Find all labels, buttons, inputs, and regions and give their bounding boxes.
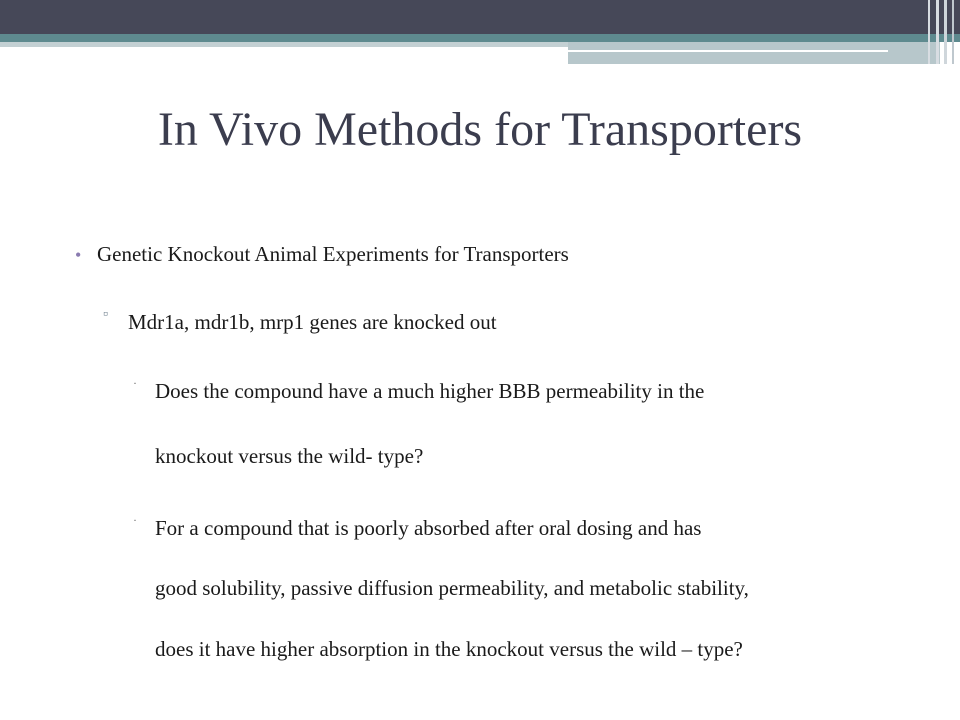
bullet-small-dot-icon: · [133,513,137,527]
bullet-level3-text-line: Does the compound have a much higher BBB permeability in the [155,379,705,403]
bullet-level3-text-line: good solubility, passive diffusion permeability, and metabolic stability, [155,576,749,600]
header-band-dark [0,0,960,34]
header-band-teal [0,34,960,42]
bullet-level1-text: Genetic Knockout Animal Experiments for Transporters [97,242,569,266]
bullet-small-dot-icon: · [133,376,137,390]
bullet-level3-text-line: knockout versus the wild- type? [155,444,424,468]
slide-title: In Vivo Methods for Transporters [157,103,803,156]
header-band-light-right [568,42,940,64]
header-band-light-left [0,42,568,47]
header-stripe [944,0,947,64]
header-accent-line [568,50,888,52]
bullet-level2-text: Mdr1a, mdr1b, mrp1 genes are knocked out [128,310,497,334]
bullet-level3-text-line: does it have higher absorption in the knockout versus the wild – type? [155,637,743,661]
header-stripe [928,0,930,64]
bullet-dot-icon: • [75,245,82,265]
bullet-level3-text-line: For a compound that is poorly absorbed after oral dosing and has [155,516,702,540]
header-stripe [936,0,939,64]
bullet-square-icon: ▫ [103,307,108,322]
header-stripe [952,0,954,64]
